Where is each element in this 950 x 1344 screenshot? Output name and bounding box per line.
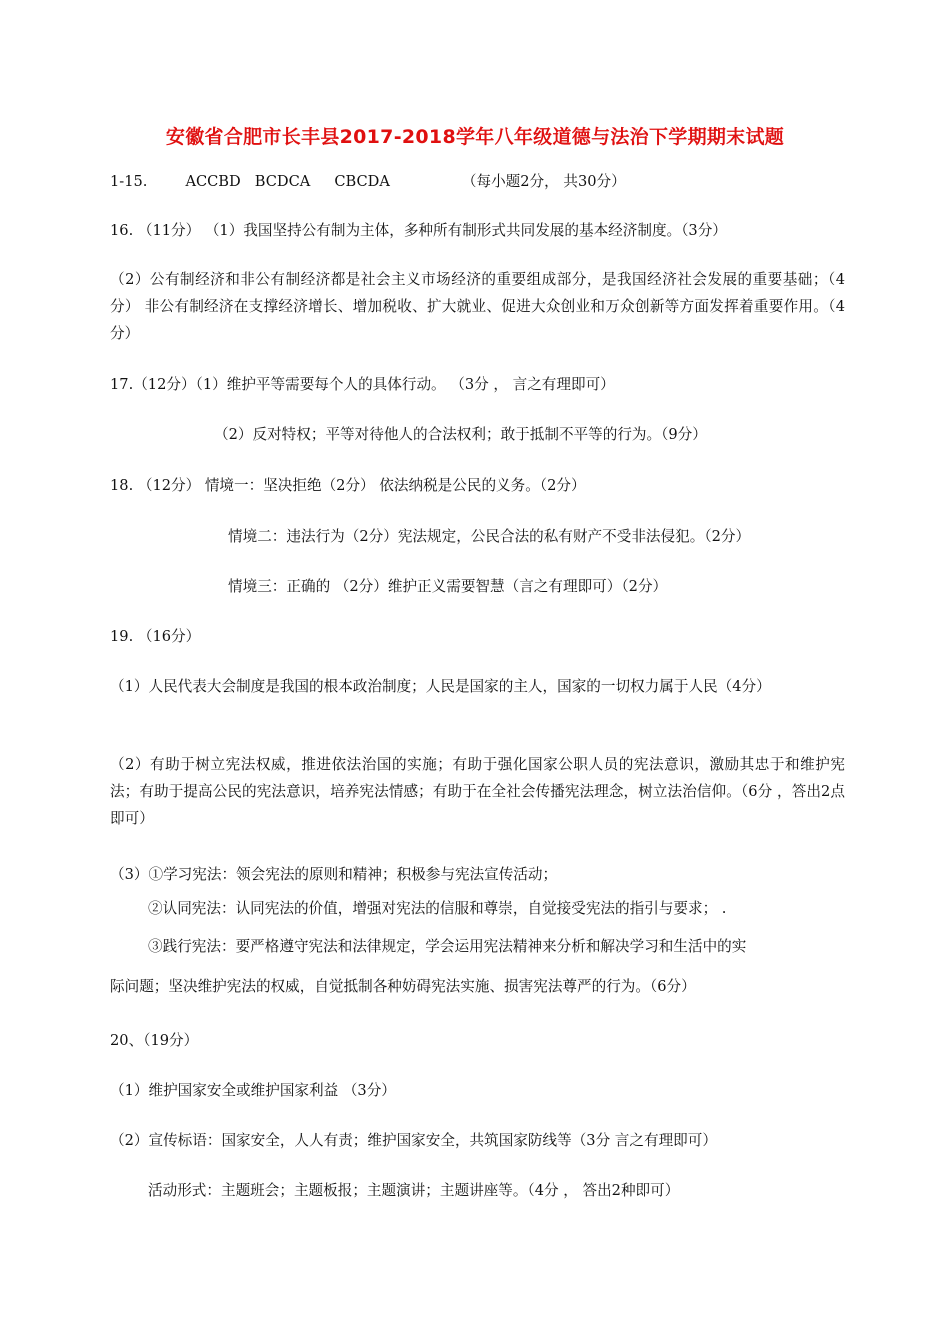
q19-para2: （2）有助于树立宪法权威，推进依法治国的实施；有助于强化国家公职人员的宪法意识，激励其忠于和维护宪法；有助于提高公民的宪法意识，培养宪法情感；有助于在全社会传播宪法理念，树立法治信仰。（6分 ，答出2点即可） [110,756,845,827]
q19-line3d: 际问题；坚决维护宪法的权威，自觉抵制各种妨碍宪法实施、损害宪法尊严的行为。（6分） [110,978,696,995]
answers-group-3: CBCDA [334,173,390,190]
answers-1-15 [110,172,626,192]
answers-group-2: BCDCA [254,173,311,190]
q18-line1: 18. （12分） 情境一：坚决拒绝（2分） 依法纳税是公民的义务。（2分） [110,477,586,494]
answers-score-note: （每小题2分， 共30分） [461,173,626,190]
page-title: 安徽省合肥市长丰县2017-2018学年八年级道德与法治下学期期末试题 [165,126,785,148]
q17-line1: 17.（12分）（1）维护平等需要每个人的具体行动。 （3分 ， 言之有理即可） [110,376,615,393]
q19-line3c: ③践行宪法：要严格遵守宪法和法律规定，学会运用宪法精神来分析和解决学习和生活中的实 [148,938,747,955]
q18-line2: 情境二：违法行为（2分）宪法规定，公民合法的私有财产不受非法侵犯。（2分） [228,528,751,545]
q20-line1: （1）维护国家安全或维护国家利益 （3分） [110,1082,396,1099]
q19-line3b: ②认同宪法：认同宪法的价值，增强对宪法的信服和尊崇，自觉接受宪法的指引与要求； . [148,900,727,917]
q20-heading: 20、（19分） [110,1032,199,1049]
q19-heading: 19. （16分） [110,628,201,645]
answers-group-1: ACCBD [185,173,241,190]
q20-line3: 活动形式：主题班会；主题板报；主题演讲；主题讲座等。（4分 ， 答出2种即可） [148,1182,680,1199]
q18-line3: 情境三：正确的 （2分）维护正义需要智慧（言之有理即可）（2分） [228,578,668,595]
q19-line3a: （3）①学习宪法：领会宪法的原则和精神；积极参与宪法宣传活动； [110,866,558,883]
q20-line2: （2）宣传标语：国家安全，人人有责；维护国家安全，共筑国家防线等（3分 言之有理即可） [110,1132,717,1149]
answers-label: 1-15. [110,173,148,190]
q17-line2: （2）反对特权；平等对待他人的合法权利；敢于抵制不平等的行为。（9分） [214,426,707,443]
q16-line1: 16. （11分） （1）我国坚持公有制为主体，多种所有制形式共同发展的基本经济制度。（3分） [110,222,727,239]
q16-para2: （2）公有制经济和非公有制经济都是社会主义市场经济的重要组成部分，是我国经济社会发展的重要基础；（4分） 非公有制经济在支撑经济增长、增加税收、扩大就业、促进大众创业和万众创新等方面发挥着重要作用。（4分） [110,271,845,342]
q19-para1: （1）人民代表大会制度是我国的根本政治制度；人民是国家的主人，国家的一切权力属于人民（4分） [110,678,771,695]
